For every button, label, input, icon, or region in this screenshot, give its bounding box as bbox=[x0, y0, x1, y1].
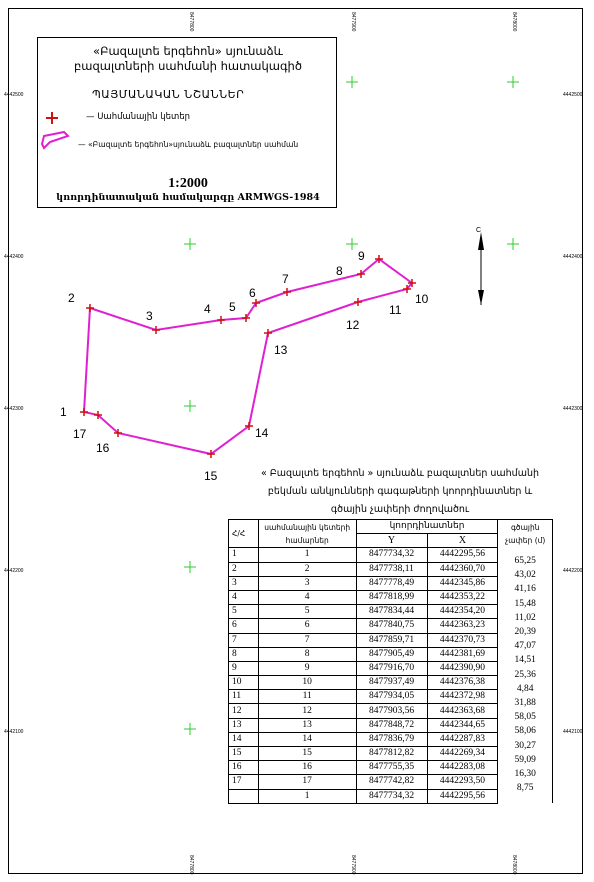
row-y: 8477734,32 bbox=[356, 548, 427, 562]
point-label: 16 bbox=[96, 441, 110, 455]
segment-length: 58,06 bbox=[514, 726, 536, 737]
boundary-point-marker-icon bbox=[80, 408, 88, 416]
legend-marker-label: — Սահմանային կետեր bbox=[86, 112, 191, 122]
row-x: 4442363,68 bbox=[427, 704, 498, 718]
segment-length: 59,09 bbox=[514, 754, 536, 765]
row-point: 11 bbox=[258, 690, 356, 704]
row-x: 4442360,70 bbox=[427, 562, 498, 576]
row-y: 8477937,49 bbox=[356, 676, 427, 690]
row-x: 4442345,86 bbox=[427, 576, 498, 590]
north-arrow bbox=[476, 227, 484, 305]
segment-length: 4,84 bbox=[516, 683, 534, 694]
row-length-cell bbox=[498, 783, 553, 803]
grid-cross-icon bbox=[184, 723, 196, 735]
row-y: 8477742,82 bbox=[356, 775, 427, 789]
grid-label-left-2: 4442400 bbox=[4, 254, 24, 260]
grid-cross-icon bbox=[184, 238, 196, 250]
boundary-layer bbox=[60, 249, 429, 483]
row-number: 7 bbox=[229, 633, 259, 647]
boundary-point-marker-icon bbox=[283, 288, 291, 296]
row-y: 8477734,32 bbox=[356, 789, 427, 803]
marker-symbol-icon bbox=[46, 112, 58, 124]
segment-length: 8,75 bbox=[516, 783, 534, 794]
row-number: 8 bbox=[229, 647, 259, 661]
row-number: 6 bbox=[229, 619, 259, 633]
row-y: 8477836,79 bbox=[356, 732, 427, 746]
table-caption bbox=[230, 465, 570, 519]
row-x: 4442287,83 bbox=[427, 732, 498, 746]
row-y: 8477934,05 bbox=[356, 690, 427, 704]
row-y: 8477859,71 bbox=[356, 633, 427, 647]
map-scale: 1:2000 bbox=[168, 176, 208, 191]
segment-length: 41,16 bbox=[514, 584, 536, 595]
point-label: 2 bbox=[68, 291, 75, 305]
boundary-point-marker-icon bbox=[217, 316, 225, 324]
row-point: 7 bbox=[258, 633, 356, 647]
row-x: 4442293,50 bbox=[427, 775, 498, 789]
row-y: 8477905,49 bbox=[356, 647, 427, 661]
grid-label-bottom-3: 8478000 bbox=[511, 855, 517, 875]
grid-label-right-5: 4442100 bbox=[563, 729, 583, 735]
row-number: 2 bbox=[229, 562, 259, 576]
row-number: 11 bbox=[229, 690, 259, 704]
point-label: 10 bbox=[415, 292, 429, 306]
point-label: 1 bbox=[60, 405, 67, 419]
segment-length: 11,02 bbox=[514, 612, 536, 623]
row-number: 16 bbox=[229, 761, 259, 775]
row-number: 5 bbox=[229, 605, 259, 619]
row-number: 13 bbox=[229, 718, 259, 732]
point-label: 13 bbox=[274, 343, 288, 357]
row-number bbox=[229, 789, 259, 803]
point-label: 3 bbox=[146, 309, 153, 323]
row-y: 8477738,11 bbox=[356, 562, 427, 576]
segment-length: 65,25 bbox=[514, 556, 536, 567]
segment-length: 47,07 bbox=[514, 641, 536, 652]
caption-line1: « Բազալտե երգեհոն » սյունաձև բազալտներ սահմանի bbox=[260, 468, 540, 479]
legend-box bbox=[37, 37, 337, 208]
boundary-point-marker-icon bbox=[86, 304, 94, 312]
grid-label-top-2: 8477900 bbox=[350, 12, 356, 32]
row-x: 4442269,34 bbox=[427, 747, 498, 761]
boundary-symbol-icon bbox=[42, 132, 68, 148]
row-x: 4442295,56 bbox=[427, 789, 498, 803]
header-y: Y bbox=[356, 534, 427, 548]
row-x: 4442354,20 bbox=[427, 605, 498, 619]
point-label: 5 bbox=[229, 300, 236, 314]
row-number: 17 bbox=[229, 775, 259, 789]
segment-length: 16,30 bbox=[514, 768, 536, 779]
row-point: 14 bbox=[258, 732, 356, 746]
coordinates-body bbox=[229, 548, 553, 803]
legend-subtitle: ՊԱՅՄԱՆԱԿԱՆ ՆՇԱՆՆԵՐ bbox=[92, 88, 245, 101]
row-y: 8477840,75 bbox=[356, 619, 427, 633]
grid-cross-icon bbox=[184, 561, 196, 573]
row-point: 3 bbox=[258, 576, 356, 590]
row-y: 8477916,70 bbox=[356, 661, 427, 675]
grid-label-left-1: 4442500 bbox=[4, 92, 24, 98]
row-number: 12 bbox=[229, 704, 259, 718]
segment-length: 14,51 bbox=[514, 655, 536, 666]
point-label: 6 bbox=[249, 286, 256, 300]
grid-cross-icon bbox=[507, 238, 519, 250]
segment-length: 20,39 bbox=[514, 627, 536, 637]
row-point: 4 bbox=[258, 590, 356, 604]
grid-label-bottom-2: 8477900 bbox=[350, 855, 356, 875]
caption-line2: բեկման անկյունների գագաթների կոորդինատներ և bbox=[267, 486, 533, 497]
row-y: 8477778,49 bbox=[356, 576, 427, 590]
row-number: 9 bbox=[229, 661, 259, 675]
grid-label-right-3: 4442300 bbox=[563, 406, 583, 412]
row-number: 4 bbox=[229, 590, 259, 604]
grid-label-right-4: 4442200 bbox=[563, 568, 583, 574]
point-label: 9 bbox=[358, 249, 365, 263]
segment-length: 58,05 bbox=[514, 712, 536, 723]
point-label: 7 bbox=[282, 272, 289, 286]
segment-length: 25,36 bbox=[514, 669, 536, 680]
segment-length: 43,02 bbox=[514, 570, 536, 581]
boundary-polygon bbox=[84, 259, 412, 454]
grid-label-top-3: 8478000 bbox=[511, 12, 517, 32]
legend-boundary-label: — «Բազալտե երգեհոն»սյունաձև բազալտներ սահման bbox=[78, 140, 299, 149]
north-label: C bbox=[476, 227, 482, 234]
grid-cross-icon bbox=[184, 400, 196, 412]
row-y: 8477903,56 bbox=[356, 704, 427, 718]
row-y: 8477848,72 bbox=[356, 718, 427, 732]
row-x: 4442353,22 bbox=[427, 590, 498, 604]
point-label: 17 bbox=[73, 427, 87, 441]
row-point: 1 bbox=[258, 789, 356, 803]
row-point: 15 bbox=[258, 747, 356, 761]
row-x: 4442295,56 bbox=[427, 548, 498, 562]
row-x: 4442376,38 bbox=[427, 676, 498, 690]
legend-title-line2: բազալտների սահմանի հատակագիծ bbox=[73, 59, 303, 73]
table-row bbox=[229, 789, 553, 803]
header-coords: կոորդինատներ bbox=[356, 520, 498, 534]
row-y: 8477818,99 bbox=[356, 590, 427, 604]
row-point: 2 bbox=[258, 562, 356, 576]
row-point: 8 bbox=[258, 647, 356, 661]
coordinates-table bbox=[228, 519, 553, 804]
boundary-point-marker-icon bbox=[152, 326, 160, 334]
segment-length: 30,27 bbox=[514, 740, 536, 751]
header-points: սահմանային կետերի համարներ bbox=[258, 520, 356, 548]
row-x: 4442372,98 bbox=[427, 690, 498, 704]
header-len: գծային չափեր (մ) bbox=[498, 520, 553, 548]
row-point: 1 bbox=[258, 548, 356, 562]
row-point: 16 bbox=[258, 761, 356, 775]
row-number: 14 bbox=[229, 732, 259, 746]
segment-length: 31,88 bbox=[514, 697, 536, 708]
grid-cross-icon bbox=[346, 238, 358, 250]
header-x: X bbox=[427, 534, 498, 548]
row-number: 10 bbox=[229, 676, 259, 690]
grid-cross-icon bbox=[346, 76, 358, 88]
row-point: 9 bbox=[258, 661, 356, 675]
grid-cross-icon bbox=[507, 76, 519, 88]
row-y: 8477755,35 bbox=[356, 761, 427, 775]
point-label: 4 bbox=[204, 302, 211, 316]
point-label: 15 bbox=[204, 469, 218, 483]
segment-length: 15,48 bbox=[514, 598, 536, 609]
row-x: 4442381,69 bbox=[427, 647, 498, 661]
row-x: 4442344,65 bbox=[427, 718, 498, 732]
row-point: 10 bbox=[258, 676, 356, 690]
legend-title-line1: «Բազալտե երգեհոն» սյունաձև bbox=[93, 44, 283, 58]
row-number: 3 bbox=[229, 576, 259, 590]
point-label: 12 bbox=[346, 318, 360, 332]
grid-label-bottom-1: 8477800 bbox=[188, 855, 194, 875]
grid-label-right-2: 4442400 bbox=[563, 254, 583, 260]
row-y: 8477834,44 bbox=[356, 605, 427, 619]
point-label: 11 bbox=[389, 303, 402, 317]
grid-label-top-1: 8477800 bbox=[188, 12, 194, 32]
row-point: 5 bbox=[258, 605, 356, 619]
header-num: Հ/Հ bbox=[229, 520, 259, 548]
coordinate-system: կոորդինատական համակարգը ARMWGS-1984 bbox=[56, 192, 320, 203]
row-point: 12 bbox=[258, 704, 356, 718]
boundary-point-marker-icon bbox=[264, 329, 272, 337]
row-point: 17 bbox=[258, 775, 356, 789]
row-point: 13 bbox=[258, 718, 356, 732]
row-x: 4442363,23 bbox=[427, 619, 498, 633]
boundary-point-marker-icon bbox=[354, 298, 362, 306]
point-label: 14 bbox=[255, 426, 269, 440]
caption-line3: գծային չափերի ժողովածու bbox=[330, 504, 470, 515]
grid-label-left-3: 4442300 bbox=[4, 406, 24, 412]
grid-label-left-4: 4442200 bbox=[4, 568, 24, 574]
row-number: 1 bbox=[229, 548, 259, 562]
row-x: 4442370,73 bbox=[427, 633, 498, 647]
row-x: 4442390,90 bbox=[427, 661, 498, 675]
row-y: 8477812,82 bbox=[356, 747, 427, 761]
row-number: 15 bbox=[229, 747, 259, 761]
grid-label-right-1: 4442500 bbox=[563, 92, 583, 98]
row-point: 6 bbox=[258, 619, 356, 633]
grid-label-left-5: 4442100 bbox=[4, 729, 24, 735]
point-label: 8 bbox=[336, 264, 343, 278]
row-x: 4442283,08 bbox=[427, 761, 498, 775]
